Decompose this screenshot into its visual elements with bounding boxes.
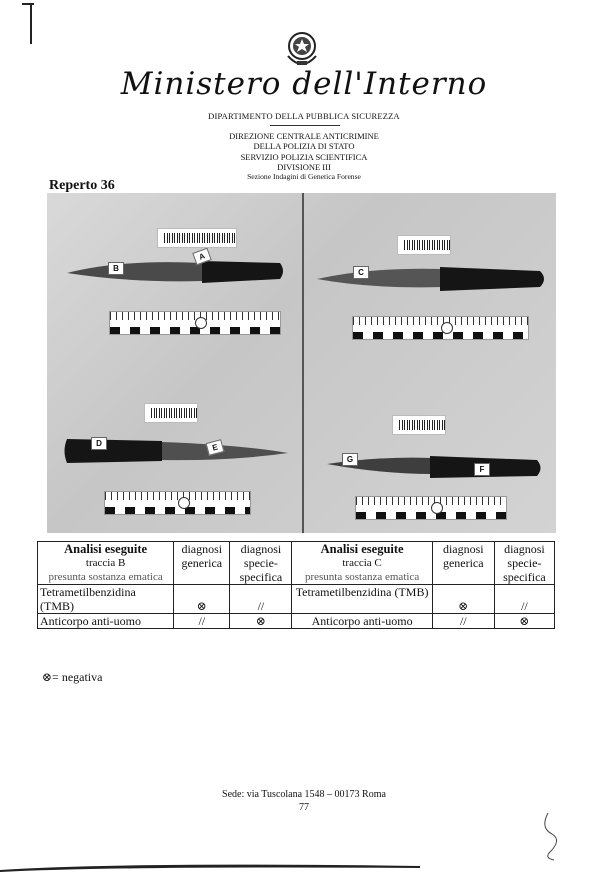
trace-name: traccia B: [85, 557, 126, 569]
scale-ruler: [352, 316, 529, 340]
result-generic: //: [432, 614, 494, 629]
knife-image: [62, 251, 287, 291]
direction-line: DIVISIONE III: [277, 161, 331, 172]
col-header-generic: diagnosi generica: [432, 542, 494, 585]
trace-label-g: G: [342, 453, 358, 466]
barcode-label: [397, 235, 451, 255]
page-footer: [0, 788, 608, 814]
result-generic: ⊗: [432, 585, 494, 614]
trace-label-f: F: [474, 463, 490, 476]
direction-line: SERVIZIO POLIZIA SCIENTIFICA: [240, 151, 368, 162]
scale-ruler: [109, 311, 281, 335]
col-header-specific: diagnosi specie-specifica: [230, 542, 292, 585]
scale-ruler: [355, 496, 507, 520]
test-name: Tetrametilbenzidina (TMB): [38, 585, 174, 614]
republic-emblem-icon: [283, 28, 321, 70]
trace-label-a: A: [192, 248, 211, 266]
ministry-title: Ministero dell'Interno: [120, 66, 488, 102]
trace-name: traccia C: [342, 557, 382, 569]
legend-negative: ⊗= negativa: [42, 670, 103, 684]
scan-mark: [22, 3, 34, 5]
photo-divider: [302, 193, 304, 533]
header-divider: [270, 125, 340, 126]
right-analysis-header: [292, 542, 432, 585]
trace-description: presunta sostanza ematica: [48, 571, 163, 583]
result-specific: ⊗: [230, 614, 292, 629]
analysis-table: [37, 541, 555, 629]
barcode-label: [157, 228, 237, 248]
col-header-generic: diagnosi generica: [174, 542, 230, 585]
col-header-specific: diagnosi specie-specifica: [494, 542, 554, 585]
result-specific: //: [494, 585, 554, 614]
handwritten-mark-icon: [538, 808, 568, 863]
trace-label-b: B: [108, 262, 124, 275]
knife-image: [312, 261, 552, 301]
test-name: Tetrametilbenzidina (TMB): [292, 585, 432, 614]
scan-edge-streak: [0, 858, 420, 872]
left-analysis-header: [38, 542, 174, 585]
evidence-photo: [47, 193, 556, 533]
result-generic: //: [174, 614, 230, 629]
result-generic: ⊗: [174, 585, 230, 614]
result-specific: ⊗: [494, 614, 554, 629]
table-row: [38, 614, 555, 629]
test-name: Anticorpo anti-uomo: [38, 614, 174, 629]
trace-description: presunta sostanza ematica: [304, 571, 420, 583]
trace-label-c: C: [353, 266, 369, 279]
trace-label-d: D: [91, 437, 107, 450]
result-specific: //: [230, 585, 292, 614]
scan-mark: [30, 4, 32, 44]
analysis-heading: Analisi eseguite: [64, 542, 148, 556]
direction-line: DIREZIONE CENTRALE ANTICRIMINE: [229, 131, 379, 141]
section-title: Reperto 36: [49, 178, 115, 193]
barcode-label: [144, 403, 198, 423]
table-header-row: [38, 542, 555, 585]
direction-line: Sezione Indagini di Genetica Forense: [247, 172, 361, 182]
scale-ruler: [104, 491, 251, 515]
test-name: Anticorpo anti-uomo: [292, 614, 432, 629]
footer-address: Sede: via Tuscolana 1548 – 00173 Roma: [222, 789, 386, 800]
direction-line: DELLA POLIZIA DI STATO: [253, 141, 355, 152]
analysis-heading: Analisi eseguite: [320, 542, 404, 556]
trace-label-e: E: [206, 439, 225, 456]
department-name: DIPARTIMENTO DELLA PUBBLICA SICUREZZA: [208, 111, 400, 121]
direction-block: [0, 131, 608, 182]
barcode-label: [392, 415, 446, 435]
table-row: [38, 585, 555, 614]
page-number: 77: [299, 802, 309, 813]
